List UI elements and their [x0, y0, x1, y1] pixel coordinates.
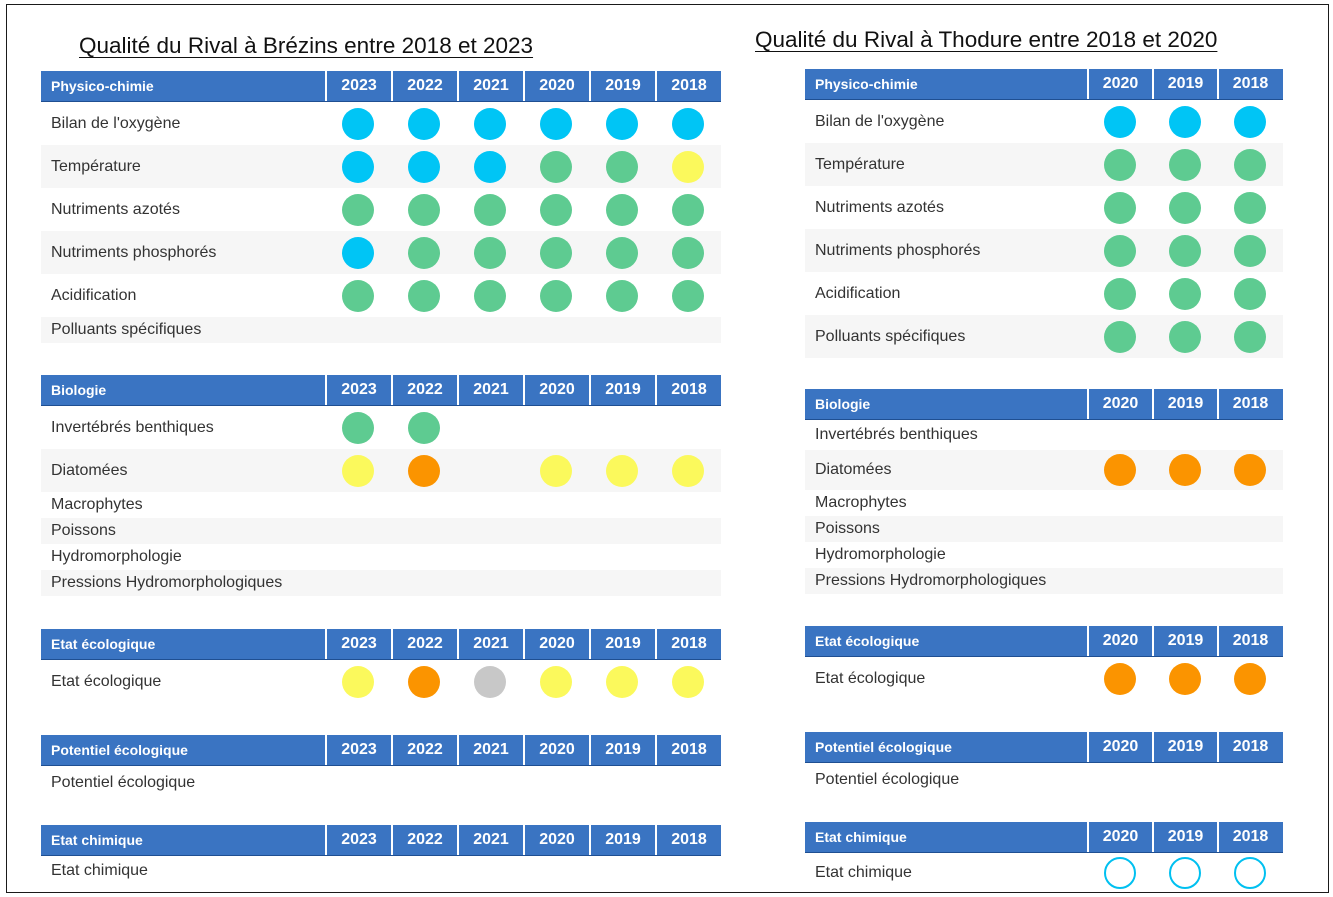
year-header: 2022 [391, 825, 457, 855]
row-label: Diatomées [51, 461, 128, 479]
status-dot [408, 412, 440, 444]
status-dot [1169, 663, 1201, 695]
year-header: 2020 [1087, 69, 1152, 99]
section-header [805, 69, 1283, 100]
row-label: Etat chimique [815, 864, 912, 881]
table-row [41, 317, 721, 343]
section-header-label: Biologie [815, 396, 871, 412]
row-label: Etat chimique [51, 862, 148, 879]
status-dot [606, 280, 638, 312]
status-dot [474, 237, 506, 269]
panel-title: Qualité du Rival à Thodure entre 2018 et 2020 [755, 27, 1218, 52]
status-dot [1234, 321, 1266, 353]
year-header: 2022 [391, 629, 457, 659]
status-dot [540, 194, 572, 226]
year-header: 2018 [1217, 389, 1282, 419]
status-dot [408, 108, 440, 140]
section-potentiel-ecologique [41, 735, 721, 800]
status-dot [1104, 857, 1136, 889]
table-row [805, 568, 1283, 594]
year-header: 2018 [1217, 626, 1282, 656]
section-header [41, 825, 721, 856]
table-row [41, 406, 721, 449]
status-dot [1104, 149, 1136, 181]
year-header: 2019 [1152, 69, 1217, 99]
row-label: Poissons [51, 522, 116, 539]
table-row [41, 449, 721, 492]
table-row [41, 102, 721, 145]
row-label: Nutriments phosphorés [51, 243, 217, 261]
status-dot [540, 455, 572, 487]
status-dot [1234, 857, 1266, 889]
status-dot [1234, 192, 1266, 224]
year-header: 2023 [325, 71, 391, 101]
section-header-label: Etat chimique [815, 829, 907, 845]
status-dot [342, 666, 374, 698]
year-header: 2020 [523, 629, 589, 659]
year-header: 2021 [457, 735, 523, 765]
year-header: 2018 [655, 71, 721, 101]
row-label: Potentiel écologique [815, 771, 960, 788]
year-header: 2018 [655, 735, 721, 765]
status-dot [342, 194, 374, 226]
status-dot [408, 194, 440, 226]
section-header [805, 626, 1283, 657]
year-header: 2021 [457, 825, 523, 855]
section-biologie [41, 375, 721, 596]
section-header [41, 71, 721, 102]
status-dot [342, 108, 374, 140]
table-row [805, 186, 1283, 229]
section-header [41, 735, 721, 766]
status-dot [1234, 454, 1266, 486]
status-dot [540, 666, 572, 698]
status-dot [1104, 454, 1136, 486]
section-etat-chimique [805, 822, 1283, 893]
year-header: 2020 [1087, 626, 1152, 656]
row-label: Macrophytes [51, 496, 143, 513]
section-etat-chimique [41, 825, 721, 886]
status-dot [672, 455, 704, 487]
year-header: 2020 [523, 375, 589, 405]
status-dot [1104, 235, 1136, 267]
section-header-label: Etat écologique [815, 633, 920, 649]
section-header-label: Biologie [51, 382, 107, 398]
table-row [805, 763, 1283, 797]
status-dot [1104, 278, 1136, 310]
row-label: Diatomées [815, 461, 892, 478]
status-dot [342, 280, 374, 312]
status-dot [672, 237, 704, 269]
row-label: Polluants spécifiques [51, 321, 202, 338]
table-row [805, 420, 1283, 450]
table-row [41, 570, 721, 596]
section-header-label: Physico-chimie [815, 76, 918, 92]
section-header [805, 822, 1283, 853]
year-header: 2021 [457, 71, 523, 101]
year-header: 2021 [457, 629, 523, 659]
status-dot [606, 455, 638, 487]
status-dot [1169, 321, 1201, 353]
table-row [805, 490, 1283, 516]
year-header: 2019 [589, 629, 655, 659]
status-dot [672, 280, 704, 312]
year-header: 2019 [589, 825, 655, 855]
status-dot [474, 666, 506, 698]
status-dot [1169, 149, 1201, 181]
row-label: Température [51, 157, 141, 175]
table-row [41, 518, 721, 544]
table-row [41, 145, 721, 188]
section-header-label: Physico-chimie [51, 78, 154, 94]
status-dot [1234, 149, 1266, 181]
table-row [41, 231, 721, 274]
status-dot [672, 194, 704, 226]
status-dot [1104, 106, 1136, 138]
year-header: 2020 [523, 735, 589, 765]
status-dot [342, 237, 374, 269]
row-label: Polluants spécifiques [815, 327, 966, 345]
table-row [41, 856, 721, 886]
year-header: 2019 [1152, 626, 1217, 656]
year-header: 2019 [1152, 732, 1217, 762]
year-header: 2020 [1087, 389, 1152, 419]
status-dot [672, 108, 704, 140]
section-physico-chimie [41, 71, 721, 343]
year-header: 2020 [1087, 822, 1152, 852]
year-header: 2019 [1152, 389, 1217, 419]
year-header: 2018 [655, 629, 721, 659]
status-dot [606, 194, 638, 226]
status-dot [1104, 192, 1136, 224]
year-header: 2020 [1087, 732, 1152, 762]
status-dot [1234, 235, 1266, 267]
row-label: Nutriments azotés [51, 200, 180, 218]
year-header: 2023 [325, 629, 391, 659]
year-header: 2023 [325, 825, 391, 855]
year-header: 2018 [1217, 69, 1282, 99]
status-dot [474, 280, 506, 312]
table-row [41, 188, 721, 231]
row-label: Etat écologique [815, 669, 926, 687]
status-dot [342, 455, 374, 487]
status-dot [606, 108, 638, 140]
status-dot [1234, 663, 1266, 695]
table-row [805, 229, 1283, 272]
status-dot [1169, 235, 1201, 267]
year-header: 2021 [457, 375, 523, 405]
table-row [805, 100, 1283, 143]
status-dot [1234, 106, 1266, 138]
row-label: Hydromorphologie [815, 546, 946, 563]
table-row [41, 492, 721, 518]
status-dot [1169, 857, 1201, 889]
row-label: Bilan de l'oxygène [815, 112, 945, 130]
year-header: 2023 [325, 375, 391, 405]
year-header: 2018 [1217, 822, 1282, 852]
row-label: Macrophytes [815, 494, 907, 511]
row-label: Acidification [815, 284, 901, 302]
row-label: Acidification [51, 286, 137, 304]
table-row [805, 542, 1283, 568]
row-label: Pressions Hydromorphologiques [815, 572, 1047, 589]
year-header: 2019 [589, 71, 655, 101]
status-dot [408, 237, 440, 269]
table-row [805, 143, 1283, 186]
section-header-label: Etat chimique [51, 832, 143, 848]
section-header [41, 629, 721, 660]
year-header: 2018 [655, 375, 721, 405]
row-label: Bilan de l'oxygène [51, 114, 181, 132]
section-header [805, 389, 1283, 420]
row-label: Poissons [815, 520, 880, 537]
table-row [805, 516, 1283, 542]
year-header: 2022 [391, 735, 457, 765]
table-row [805, 315, 1283, 358]
status-dot [1169, 454, 1201, 486]
status-dot [540, 237, 572, 269]
row-label: Température [815, 155, 905, 173]
table-row [41, 274, 721, 317]
table-row [41, 766, 721, 800]
section-biologie [805, 389, 1283, 594]
status-dot [1169, 106, 1201, 138]
status-dot [1169, 278, 1201, 310]
table-row [805, 272, 1283, 315]
status-dot [408, 666, 440, 698]
section-header-label: Potentiel écologique [51, 742, 188, 758]
table-row [805, 657, 1283, 700]
row-label: Nutriments phosphorés [815, 241, 981, 259]
row-label: Invertébrés benthiques [815, 426, 978, 443]
table-row [41, 660, 721, 703]
status-dot [606, 666, 638, 698]
year-header: 2022 [391, 71, 457, 101]
row-label: Nutriments azotés [815, 198, 944, 216]
status-dot [540, 108, 572, 140]
section-etat-ecologique [41, 629, 721, 703]
section-header [41, 375, 721, 406]
status-dot [1104, 321, 1136, 353]
status-dot [474, 194, 506, 226]
status-dot [672, 666, 704, 698]
section-header [805, 732, 1283, 763]
section-potentiel-ecologique [805, 732, 1283, 797]
year-header: 2023 [325, 735, 391, 765]
status-dot [1169, 192, 1201, 224]
row-label: Pressions Hydromorphologiques [51, 574, 283, 591]
year-header: 2022 [391, 375, 457, 405]
panel-title: Qualité du Rival à Brézins entre 2018 et 2023 [79, 33, 534, 58]
section-physico-chimie [805, 69, 1283, 358]
status-dot [408, 151, 440, 183]
section-etat-ecologique [805, 626, 1283, 700]
status-dot [342, 151, 374, 183]
row-label: Hydromorphologie [51, 548, 182, 565]
table-row [41, 544, 721, 570]
year-header: 2019 [589, 735, 655, 765]
section-header-label: Etat écologique [51, 636, 156, 652]
row-label: Potentiel écologique [51, 774, 196, 791]
year-header: 2018 [1217, 732, 1282, 762]
table-row [805, 853, 1283, 893]
status-dot [1234, 278, 1266, 310]
row-label: Invertébrés benthiques [51, 418, 214, 436]
status-dot [342, 412, 374, 444]
figure-frame [6, 4, 1329, 893]
status-dot [1104, 663, 1136, 695]
status-dot [408, 280, 440, 312]
status-dot [672, 151, 704, 183]
status-dot [606, 151, 638, 183]
status-dot [540, 280, 572, 312]
year-header: 2020 [523, 71, 589, 101]
status-dot [540, 151, 572, 183]
year-header: 2020 [523, 825, 589, 855]
section-header-label: Potentiel écologique [815, 739, 952, 755]
year-header: 2018 [655, 825, 721, 855]
year-header: 2019 [1152, 822, 1217, 852]
status-dot [606, 237, 638, 269]
year-header: 2019 [589, 375, 655, 405]
row-label: Etat écologique [51, 672, 162, 690]
status-dot [408, 455, 440, 487]
status-dot [474, 108, 506, 140]
table-row [805, 450, 1283, 490]
status-dot [474, 151, 506, 183]
